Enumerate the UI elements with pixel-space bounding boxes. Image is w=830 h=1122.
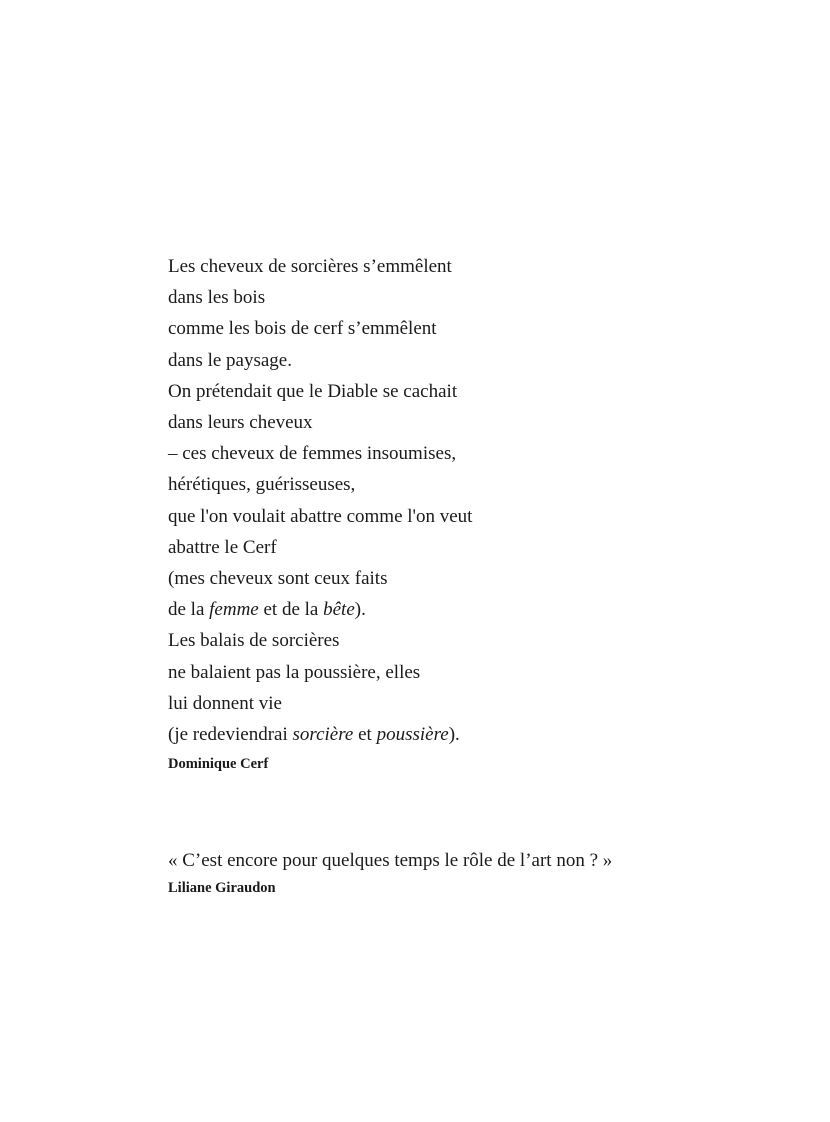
- italic-word: poussière: [376, 724, 449, 746]
- quote-block: [168, 845, 788, 898]
- poem-line: hérétiques, guérisseuses,: [168, 474, 356, 496]
- line-text: (je redeviendrai: [168, 724, 293, 746]
- line-text: ).: [448, 724, 460, 746]
- poem-line: dans le paysage.: [168, 349, 292, 371]
- line-text: ).: [354, 599, 366, 621]
- poem-line: Les balais de sorcières: [168, 630, 340, 652]
- poem-line: dans leurs cheveux: [168, 412, 313, 434]
- line-text: de la: [168, 599, 210, 621]
- quote-text: « C’est encore pour quelques temps le rôle de l’art non ? »: [168, 850, 613, 871]
- poem-line: abattre le Cerf: [168, 536, 277, 558]
- poem-author: Dominique Cerf: [168, 756, 269, 773]
- poem-line-mixed: [168, 594, 768, 625]
- poem-line: dans les bois: [168, 287, 266, 309]
- poem-line-mixed: [168, 719, 768, 750]
- line-text: et de la: [258, 599, 324, 621]
- poem-line: On prétendait que le Diable se cachait: [168, 380, 458, 402]
- poem-line: Les cheveux de sorcières s’emmêlent: [168, 256, 452, 277]
- poem: [168, 251, 768, 774]
- poem-line: lui donnent vie: [168, 692, 282, 714]
- italic-word: femme: [209, 599, 259, 621]
- line-text: et: [353, 724, 377, 746]
- italic-word: bête: [323, 599, 355, 621]
- italic-word: sorcière: [292, 724, 354, 746]
- poem-line: – ces cheveux de femmes insoumises,: [168, 443, 457, 465]
- poem-line: comme les bois de cerf s’emmêlent: [168, 318, 437, 340]
- quote-author: Liliane Giraudon: [168, 880, 276, 896]
- poem-line: ne balaient pas la poussière, elles: [168, 661, 421, 683]
- poem-line: (mes cheveux sont ceux faits: [168, 568, 388, 590]
- poem-line: que l'on voulait abattre comme l'on veut: [168, 505, 473, 527]
